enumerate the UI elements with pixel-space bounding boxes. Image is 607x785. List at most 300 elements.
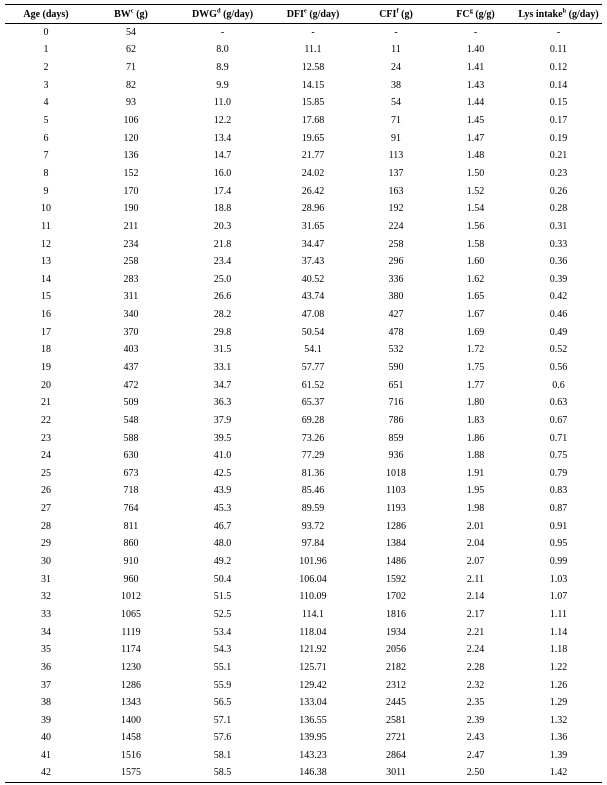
cell-body-weight: 54 xyxy=(126,27,136,39)
table-row xyxy=(5,24,602,42)
cell-body-weight: 509 xyxy=(123,397,139,409)
cell-daily-weight-gain: 21.8 xyxy=(213,238,232,250)
cell-daily-feed-intake: 97.84 xyxy=(301,538,325,550)
column-header-unit: (g) xyxy=(133,8,148,20)
cell-daily-weight-gain: 23.4 xyxy=(213,256,232,268)
cell-age-days: 17 xyxy=(41,326,51,338)
cell-feed-conversion: 1.47 xyxy=(466,132,485,144)
column-header-label: DWG xyxy=(191,8,217,20)
cell-daily-feed-intake: 15.85 xyxy=(301,97,325,109)
cell-body-weight: 1174 xyxy=(121,644,141,656)
cell-daily-feed-intake: 47.08 xyxy=(301,309,325,321)
cell-daily-weight-gain: 46.7 xyxy=(213,520,232,532)
cell-lys-intake: 0.39 xyxy=(549,273,568,285)
cell-cumulative-feed-intake: 859 xyxy=(388,432,404,444)
cell-daily-feed-intake: 106.04 xyxy=(299,573,327,585)
cell-body-weight: 588 xyxy=(123,432,139,444)
cell-daily-weight-gain: 45.3 xyxy=(213,503,232,515)
cell-feed-conversion: 1.58 xyxy=(466,238,485,250)
table-row xyxy=(5,306,602,324)
cell-age-days: 24 xyxy=(41,450,51,462)
cell-cumulative-feed-intake: 1286 xyxy=(386,520,406,532)
column-header-lys-intake xyxy=(515,5,602,24)
cell-age-days: 25 xyxy=(41,467,51,479)
table-row xyxy=(5,711,602,729)
table-row xyxy=(5,112,602,130)
cell-daily-feed-intake: 17.68 xyxy=(301,115,325,127)
cell-cumulative-feed-intake: 2445 xyxy=(386,697,406,709)
cell-cumulative-feed-intake: 1103 xyxy=(386,485,406,497)
cell-daily-weight-gain: 57.6 xyxy=(213,732,232,744)
cell-daily-feed-intake: 89.59 xyxy=(301,503,325,515)
table-row xyxy=(5,323,602,341)
cell-cumulative-feed-intake: 258 xyxy=(388,238,404,250)
cell-daily-weight-gain: 25.0 xyxy=(213,273,232,285)
table-row xyxy=(5,394,602,412)
cell-lys-intake: 1.32 xyxy=(549,714,568,726)
cell-feed-conversion: 1.41 xyxy=(466,62,485,74)
cell-lys-intake: 0.63 xyxy=(549,397,568,409)
cell-feed-conversion: 2.43 xyxy=(466,732,485,744)
table-row xyxy=(5,606,602,624)
cell-lys-intake: 0.21 xyxy=(549,150,568,162)
cell-daily-feed-intake: 34.47 xyxy=(301,238,325,250)
cell-daily-weight-gain: 34.7 xyxy=(213,379,232,391)
cell-daily-feed-intake: 21.77 xyxy=(301,150,325,162)
cell-cumulative-feed-intake: 1018 xyxy=(386,467,406,479)
cell-daily-weight-gain: 57.1 xyxy=(213,714,232,726)
cell-body-weight: 211 xyxy=(123,220,139,232)
cell-age-days: 41 xyxy=(41,750,51,762)
cell-cumulative-feed-intake: 651 xyxy=(388,379,404,391)
cell-lys-intake: 1.18 xyxy=(549,644,568,656)
table-body xyxy=(5,24,602,783)
cell-daily-weight-gain: 29.8 xyxy=(213,326,232,338)
cell-body-weight: 120 xyxy=(123,132,139,144)
cell-age-days: 15 xyxy=(41,291,51,303)
cell-lys-intake: 1.29 xyxy=(549,697,568,709)
cell-lys-intake: 0.12 xyxy=(549,62,568,74)
cell-cumulative-feed-intake: 1816 xyxy=(386,608,406,620)
cell-daily-feed-intake: 129.42 xyxy=(299,679,327,691)
cell-feed-conversion: 2.35 xyxy=(466,697,485,709)
cell-lys-intake: 0.91 xyxy=(549,520,568,532)
cell-feed-conversion: 1.95 xyxy=(466,485,485,497)
cell-daily-weight-gain: 52.5 xyxy=(213,608,232,620)
cell-feed-conversion: 2.32 xyxy=(466,679,485,691)
cell-daily-weight-gain: 43.9 xyxy=(213,485,232,497)
cell-lys-intake: 0.49 xyxy=(549,326,568,338)
cell-feed-conversion: 1.86 xyxy=(466,432,485,444)
cell-lys-intake: 0.17 xyxy=(549,115,568,127)
cell-daily-feed-intake: 101.96 xyxy=(299,556,327,568)
cell-age-days: 23 xyxy=(41,432,51,444)
cell-lys-intake: 0.42 xyxy=(549,291,568,303)
cell-lys-intake: 1.07 xyxy=(549,591,568,603)
cell-cumulative-feed-intake: 1486 xyxy=(386,556,406,568)
table-row xyxy=(5,465,602,483)
cell-body-weight: 1458 xyxy=(121,732,141,744)
cell-cumulative-feed-intake: - xyxy=(394,27,398,39)
cell-daily-feed-intake: 28.96 xyxy=(301,203,325,215)
column-header-unit: (g/day) xyxy=(306,8,340,20)
table-row xyxy=(5,623,602,641)
cell-daily-feed-intake: 139.95 xyxy=(299,732,327,744)
cell-body-weight: 403 xyxy=(123,344,139,356)
table-row xyxy=(5,482,602,500)
table-row xyxy=(5,182,602,200)
cell-daily-weight-gain: 26.6 xyxy=(213,291,232,303)
cell-body-weight: 548 xyxy=(123,414,139,426)
column-header-feed-conversion xyxy=(436,5,515,24)
cell-age-days: 14 xyxy=(41,273,51,285)
cell-daily-feed-intake: 40.52 xyxy=(301,273,325,285)
column-header-label: CFI xyxy=(379,8,397,20)
cell-cumulative-feed-intake: 590 xyxy=(388,361,404,373)
cell-body-weight: 630 xyxy=(123,450,139,462)
growth-performance-table xyxy=(5,4,602,783)
cell-cumulative-feed-intake: 137 xyxy=(388,167,404,179)
table-row xyxy=(5,694,602,712)
footnote-marker: f xyxy=(396,7,399,15)
cell-age-days: 8 xyxy=(43,167,49,179)
cell-daily-feed-intake: 57.77 xyxy=(301,361,325,373)
table-row xyxy=(5,764,602,782)
cell-feed-conversion: 2.07 xyxy=(466,556,485,568)
cell-lys-intake: 0.15 xyxy=(549,97,568,109)
cell-age-days: 27 xyxy=(41,503,51,515)
cell-body-weight: 190 xyxy=(123,203,139,215)
cell-daily-feed-intake: 37.43 xyxy=(301,256,325,268)
cell-feed-conversion: 2.50 xyxy=(436,764,515,782)
cell-body-weight: 234 xyxy=(123,238,139,250)
cell-cumulative-feed-intake: 2182 xyxy=(386,661,406,673)
table-row xyxy=(5,253,602,271)
cell-age-days: 40 xyxy=(41,732,51,744)
cell-feed-conversion: 1.44 xyxy=(466,97,485,109)
cell-cumulative-feed-intake: 716 xyxy=(388,397,404,409)
cell-age-days: 11 xyxy=(41,220,51,232)
cell-feed-conversion: 2.11 xyxy=(466,573,485,585)
cell-daily-weight-gain: 13.4 xyxy=(213,132,232,144)
cell-body-weight: 71 xyxy=(126,62,136,74)
cell-age-days: 5 xyxy=(43,115,49,127)
table-row xyxy=(5,447,602,465)
cell-body-weight: 62 xyxy=(126,44,136,56)
cell-daily-weight-gain: 17.4 xyxy=(213,185,232,197)
column-header-body-weight xyxy=(87,5,175,24)
cell-body-weight: 170 xyxy=(123,185,139,197)
cell-feed-conversion: 1.80 xyxy=(466,397,485,409)
column-header-label: BW xyxy=(114,8,131,20)
cell-feed-conversion: 1.50 xyxy=(466,167,485,179)
cell-lys-intake: - xyxy=(556,27,561,39)
cell-cumulative-feed-intake: 2864 xyxy=(386,750,406,762)
cell-cumulative-feed-intake: 2312 xyxy=(386,679,406,691)
table-row xyxy=(5,747,602,765)
column-header-cumulative-feed-intake xyxy=(356,5,436,24)
cell-daily-feed-intake: 146.38 xyxy=(270,764,356,782)
column-header-label: Age (days) xyxy=(23,8,69,20)
cell-cumulative-feed-intake: 163 xyxy=(388,185,404,197)
cell-body-weight: 1575 xyxy=(87,764,175,782)
cell-lys-intake: 1.39 xyxy=(549,750,568,762)
cell-body-weight: 960 xyxy=(123,573,139,585)
table-row xyxy=(5,270,602,288)
cell-daily-weight-gain: 48.0 xyxy=(213,538,232,550)
cell-feed-conversion: 2.21 xyxy=(466,626,485,638)
cell-cumulative-feed-intake: 936 xyxy=(388,450,404,462)
cell-body-weight: 283 xyxy=(123,273,139,285)
cell-body-weight: 472 xyxy=(123,379,139,391)
cell-feed-conversion: 2.47 xyxy=(466,750,485,762)
cell-lys-intake: 1.14 xyxy=(549,626,568,638)
cell-age-days: 16 xyxy=(41,309,51,321)
cell-daily-feed-intake: 50.54 xyxy=(301,326,325,338)
cell-feed-conversion: 1.83 xyxy=(466,414,485,426)
cell-daily-feed-intake: 114.1 xyxy=(301,608,325,620)
cell-body-weight: 311 xyxy=(123,291,139,303)
cell-cumulative-feed-intake: 380 xyxy=(388,291,404,303)
cell-daily-weight-gain: 58.5 xyxy=(175,764,270,782)
table-row xyxy=(5,235,602,253)
cell-daily-weight-gain: 53.4 xyxy=(213,626,232,638)
column-header-daily-weight-gain xyxy=(175,5,270,24)
cell-daily-weight-gain: 37.9 xyxy=(213,414,232,426)
cell-feed-conversion: 1.67 xyxy=(466,309,485,321)
cell-lys-intake: 1.03 xyxy=(549,573,568,585)
cell-daily-feed-intake: 125.71 xyxy=(299,661,327,673)
cell-cumulative-feed-intake: 2721 xyxy=(386,732,406,744)
cell-daily-feed-intake: 73.26 xyxy=(301,432,325,444)
cell-daily-weight-gain: 55.9 xyxy=(213,679,232,691)
cell-cumulative-feed-intake: 54 xyxy=(391,97,401,109)
cell-body-weight: 370 xyxy=(123,326,139,338)
table-row xyxy=(5,429,602,447)
cell-lys-intake: 1.42 xyxy=(515,764,602,782)
cell-daily-feed-intake: 133.04 xyxy=(299,697,327,709)
table-row xyxy=(5,288,602,306)
cell-age-days: 28 xyxy=(41,520,51,532)
cell-daily-weight-gain: 36.3 xyxy=(213,397,232,409)
cell-feed-conversion: 2.01 xyxy=(466,520,485,532)
table-row xyxy=(5,165,602,183)
cell-daily-feed-intake: 136.55 xyxy=(299,714,327,726)
cell-age-days: 38 xyxy=(41,697,51,709)
cell-cumulative-feed-intake: 786 xyxy=(388,414,404,426)
cell-lys-intake: 0.99 xyxy=(549,556,568,568)
cell-cumulative-feed-intake: 113 xyxy=(388,150,404,162)
cell-feed-conversion: 1.98 xyxy=(466,503,485,515)
cell-feed-conversion: 1.62 xyxy=(466,273,485,285)
cell-daily-feed-intake: 110.09 xyxy=(299,591,327,603)
cell-lys-intake: 0.19 xyxy=(549,132,568,144)
cell-body-weight: 1230 xyxy=(121,661,141,673)
cell-age-days: 13 xyxy=(41,256,51,268)
cell-daily-feed-intake: 26.42 xyxy=(301,185,325,197)
cell-daily-weight-gain: 18.8 xyxy=(213,203,232,215)
column-header-age-days xyxy=(5,5,87,24)
cell-daily-weight-gain: 12.2 xyxy=(213,115,232,127)
table-row xyxy=(5,76,602,94)
cell-cumulative-feed-intake: 38 xyxy=(391,79,401,91)
cell-lys-intake: 0.56 xyxy=(549,361,568,373)
cell-lys-intake: 1.36 xyxy=(549,732,568,744)
cell-feed-conversion: 1.45 xyxy=(466,115,485,127)
cell-cumulative-feed-intake: 1934 xyxy=(386,626,406,638)
growth-performance-table-container xyxy=(5,4,602,783)
cell-body-weight: 673 xyxy=(123,467,139,479)
cell-age-days: 3 xyxy=(43,79,49,91)
cell-cumulative-feed-intake: 478 xyxy=(388,326,404,338)
cell-lys-intake: 0.46 xyxy=(549,309,568,321)
cell-lys-intake: 0.28 xyxy=(549,203,568,215)
cell-daily-weight-gain: 14.7 xyxy=(213,150,232,162)
cell-cumulative-feed-intake: 224 xyxy=(388,220,404,232)
cell-body-weight: 106 xyxy=(123,115,139,127)
cell-feed-conversion: 2.14 xyxy=(466,591,485,603)
cell-body-weight: 1286 xyxy=(121,679,141,691)
cell-feed-conversion: 1.54 xyxy=(466,203,485,215)
cell-daily-feed-intake: 85.46 xyxy=(301,485,325,497)
cell-age-days: 31 xyxy=(41,573,51,585)
table-row xyxy=(5,676,602,694)
cell-cumulative-feed-intake: 296 xyxy=(388,256,404,268)
table-header xyxy=(5,5,602,24)
table-row xyxy=(5,570,602,588)
cell-feed-conversion: 2.24 xyxy=(466,644,485,656)
table-header-row xyxy=(5,5,602,24)
cell-body-weight: 764 xyxy=(123,503,139,515)
table-row xyxy=(5,359,602,377)
cell-body-weight: 340 xyxy=(123,309,139,321)
table-row xyxy=(5,588,602,606)
cell-daily-weight-gain: 58.1 xyxy=(213,750,232,762)
cell-feed-conversion: 1.72 xyxy=(466,344,485,356)
cell-age-days: 42 xyxy=(5,764,87,782)
cell-age-days: 20 xyxy=(41,379,51,391)
cell-daily-weight-gain: - xyxy=(220,27,225,39)
cell-body-weight: 1343 xyxy=(121,697,141,709)
cell-cumulative-feed-intake: 71 xyxy=(391,115,401,127)
table-row xyxy=(5,553,602,571)
table-row xyxy=(5,94,602,112)
table-row xyxy=(5,641,602,659)
cell-lys-intake: 0.14 xyxy=(549,79,568,91)
cell-lys-intake: 0.83 xyxy=(549,485,568,497)
cell-age-days: 36 xyxy=(41,661,51,673)
column-header-unit: (g/g) xyxy=(472,8,495,20)
cell-feed-conversion: 1.43 xyxy=(466,79,485,91)
cell-daily-weight-gain: 49.2 xyxy=(213,556,232,568)
cell-body-weight: 1065 xyxy=(121,608,141,620)
cell-daily-weight-gain: 54.3 xyxy=(213,644,232,656)
cell-feed-conversion: 1.48 xyxy=(466,150,485,162)
cell-lys-intake: 0.87 xyxy=(549,503,568,515)
column-header-label: Lys intake xyxy=(518,8,563,20)
cell-daily-weight-gain: 16.0 xyxy=(213,167,232,179)
cell-daily-feed-intake: 65.37 xyxy=(301,397,325,409)
cell-daily-feed-intake: 11.1 xyxy=(304,44,322,56)
cell-cumulative-feed-intake: 2581 xyxy=(386,714,406,726)
cell-daily-feed-intake: 19.65 xyxy=(301,132,325,144)
cell-age-days: 33 xyxy=(41,608,51,620)
cell-body-weight: 82 xyxy=(126,79,136,91)
footnote-marker: d xyxy=(216,7,221,15)
cell-age-days: 29 xyxy=(41,538,51,550)
cell-lys-intake: 0.71 xyxy=(549,432,568,444)
cell-age-days: 12 xyxy=(41,238,51,250)
cell-cumulative-feed-intake: 2056 xyxy=(386,644,406,656)
cell-cumulative-feed-intake: 1193 xyxy=(386,503,406,515)
cell-daily-feed-intake: 61.52 xyxy=(301,379,325,391)
cell-lys-intake: 0.26 xyxy=(549,185,568,197)
cell-daily-weight-gain: 31.5 xyxy=(213,344,232,356)
cell-lys-intake: 0.36 xyxy=(549,256,568,268)
cell-lys-intake: 0.75 xyxy=(549,450,568,462)
cell-feed-conversion: 1.40 xyxy=(466,44,485,56)
cell-daily-weight-gain: 9.9 xyxy=(216,79,229,91)
cell-daily-feed-intake: 31.65 xyxy=(301,220,325,232)
cell-daily-feed-intake: 69.28 xyxy=(301,414,325,426)
column-header-daily-feed-intake xyxy=(270,5,356,24)
cell-lys-intake: 1.22 xyxy=(549,661,568,673)
cell-cumulative-feed-intake: 336 xyxy=(388,273,404,285)
cell-daily-feed-intake: 118.04 xyxy=(299,626,327,638)
cell-daily-feed-intake: 12.58 xyxy=(301,62,325,74)
cell-lys-intake: 0.52 xyxy=(549,344,568,356)
cell-daily-feed-intake: 121.92 xyxy=(299,644,327,656)
cell-age-days: 10 xyxy=(41,203,51,215)
cell-age-days: 7 xyxy=(43,150,49,162)
table-row xyxy=(5,129,602,147)
cell-daily-weight-gain: 20.3 xyxy=(213,220,232,232)
cell-daily-feed-intake: 54.1 xyxy=(304,344,322,356)
cell-cumulative-feed-intake: 1384 xyxy=(386,538,406,550)
cell-daily-feed-intake: 143.23 xyxy=(299,750,327,762)
cell-body-weight: 93 xyxy=(126,97,136,109)
cell-body-weight: 1119 xyxy=(121,626,141,638)
cell-body-weight: 1516 xyxy=(121,750,141,762)
cell-body-weight: 136 xyxy=(123,150,139,162)
table-row xyxy=(5,412,602,430)
cell-daily-weight-gain: 51.5 xyxy=(213,591,232,603)
cell-lys-intake: 0.79 xyxy=(549,467,568,479)
cell-daily-feed-intake: 24.02 xyxy=(301,167,325,179)
cell-daily-weight-gain: 28.2 xyxy=(213,309,232,321)
cell-lys-intake: 1.26 xyxy=(549,679,568,691)
cell-body-weight: 910 xyxy=(123,556,139,568)
cell-feed-conversion: 1.60 xyxy=(466,256,485,268)
footnote-marker: e xyxy=(303,7,307,15)
cell-cumulative-feed-intake: 532 xyxy=(388,344,404,356)
cell-age-days: 37 xyxy=(41,679,51,691)
cell-daily-weight-gain: 8.9 xyxy=(216,62,229,74)
table-row xyxy=(5,500,602,518)
cell-lys-intake: 1.11 xyxy=(549,608,568,620)
cell-age-days: 0 xyxy=(43,27,49,39)
cell-age-days: 19 xyxy=(41,361,51,373)
column-header-label: FC xyxy=(456,8,470,20)
cell-cumulative-feed-intake: 3011 xyxy=(356,764,436,782)
cell-age-days: 30 xyxy=(41,556,51,568)
cell-age-days: 18 xyxy=(41,344,51,356)
cell-feed-conversion: 1.52 xyxy=(466,185,485,197)
cell-feed-conversion: 2.39 xyxy=(466,714,485,726)
cell-feed-conversion: 2.17 xyxy=(466,608,485,620)
cell-feed-conversion: - xyxy=(473,27,478,39)
cell-feed-conversion: 2.28 xyxy=(466,661,485,673)
